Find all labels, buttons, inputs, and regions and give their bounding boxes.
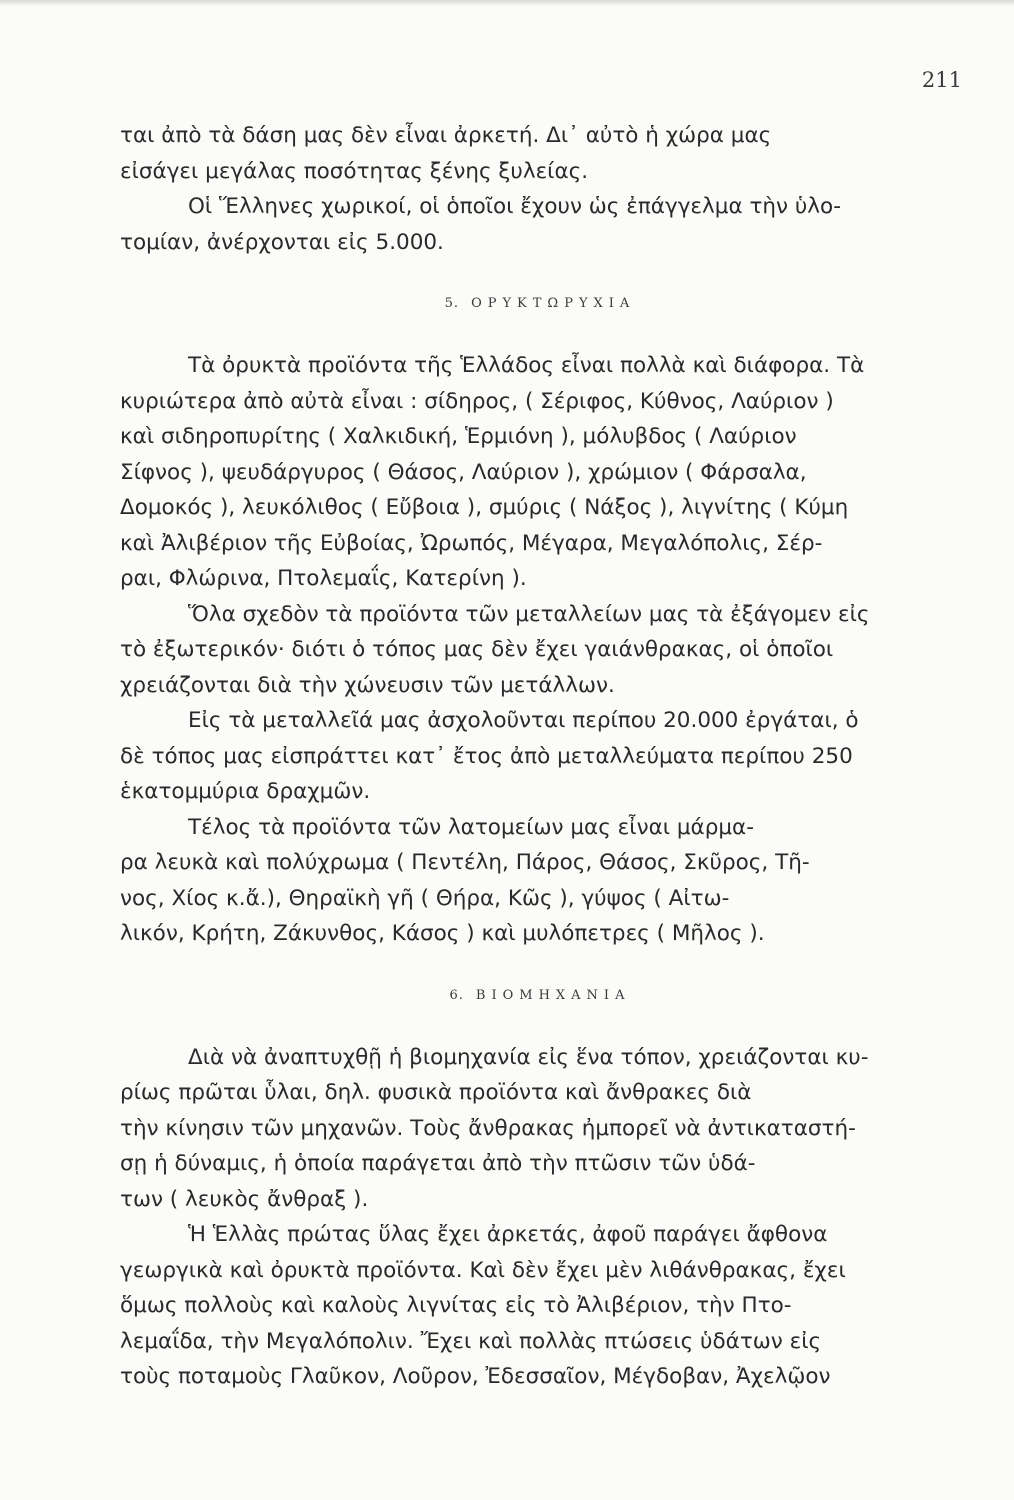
text-line: νος, Χίος κ.ἄ.), Θηραϊκὴ γῆ ( Θήρα, Κῶς ), γύψος ( Αἰτω- (120, 885, 730, 911)
text-line: τὸ ἐξωτερικόν· διότι ὁ τόπος μας δὲν ἔχει γαιάνθρακας, οἱ ὁποῖοι (120, 637, 834, 662)
text-line: λεμαΐδα, τὴν Μεγαλόπολιν. Ἔχει καὶ πολλὰς πτώσεις ὑδάτων εἰς (120, 1328, 822, 1354)
paragraph (120, 118, 960, 260)
text-line: εἰσάγει μεγάλας ποσότητας ξένης ξυλείας. (120, 158, 589, 184)
text-line: τοὺς ποταμοὺς Γλαῦκον, Λοῦρον, Ἐδεσσαῖον, Μέγδοβαν, Ἀχελῷον (120, 1364, 831, 1389)
text-line: ται ἀπὸ τὰ δάση μας δὲν εἶναι ἀρκετή. Δι᾽ αὐτὸ ἡ χώρα μας (120, 123, 772, 148)
text-line: Οἱ Ἕλληνες χωρικοί, οἱ ὁποῖοι ἔχουν ὡς ἐπάγγελμα τὴν ὑλο- (188, 194, 841, 219)
text-line: Σίφνος ), ψευδάργυρος ( Θάσος, Λαύριον ), χρώμιον ( Φάρσαλα, (120, 459, 807, 485)
text-line: δὲ τόπος μας εἰσπράττει κατ᾽ ἔτος ἀπὸ μεταλλεύματα περίπου 250 (120, 743, 853, 769)
text-line: καὶ σιδηροπυρίτης ( Χαλκιδική, Ἑρμιόνη ), μόλυβδος ( Λαύριον (120, 424, 797, 449)
text-line: ρα λευκὰ καὶ πολύχρωμα ( Πεντέλη, Πάρος, Θάσος, Σκῦρος, Τῆ- (120, 850, 810, 875)
paragraph (120, 703, 960, 810)
page-number: 211 (921, 68, 962, 92)
text-line: τὴν κίνησιν τῶν μηχανῶν. Τοὺς ἄνθρακας ἠμπορεῖ νὰ ἀντικαταστή- (120, 1115, 856, 1141)
text-line: Δομοκός ), λευκόλιθος ( Εὔβοια ), σμύρις ( Νάξος ), λιγνίτης ( Κύμη (120, 495, 849, 520)
paragraph (120, 1217, 960, 1395)
page-body (120, 118, 960, 1395)
text-line: κυριώτερα ἀπὸ αὐτὰ εἶναι : σίδηρος, ( Σέριφος, Κύθνος, Λαύριον ) (120, 388, 834, 414)
text-line: των ( λευκὸς ἄνθραξ ). (120, 1186, 369, 1212)
text-line: καὶ Ἀλιβέριον τῆς Εὐβοίας, Ὠρωπός, Μέγαρα, Μεγαλόπολις, Σέρ- (120, 530, 823, 556)
paragraph (120, 348, 960, 597)
section-heading (120, 260, 960, 348)
paragraph (120, 1040, 960, 1218)
text-line: ρίως πρῶται ὗλαι, δηλ. φυσικὰ προϊόντα καὶ ἄνθρακες διὰ (120, 1080, 752, 1105)
text-line: γεωργικὰ καὶ ὀρυκτὰ προϊόντα. Καὶ δὲν ἔχει μὲν λιθάνθρακας, ἔχει (120, 1257, 846, 1283)
text-line: λικόν, Κρήτη, Ζάκυνθος, Κάσος ) καὶ μυλόπετρες ( Μῆλος ). (120, 921, 765, 946)
text-line: Εἰς τὰ μεταλλεῖά μας ἀσχολοῦνται περίπου 20.000 ἐργάται, ὁ (188, 708, 859, 733)
text-line: Ὅλα σχεδὸν τὰ προϊόντα τῶν μεταλλείων μας τὰ ἐξάγομεν εἰς (188, 601, 870, 627)
text-line: σῃ ἡ δύναμις, ἡ ὁποία παράγεται ἀπὸ τὴν πτῶσιν τῶν ὑδά- (120, 1151, 756, 1176)
paragraph (120, 810, 960, 952)
text-line: Τὰ ὀρυκτὰ προϊόντα τῆς Ἑλλάδος εἶναι πολλὰ καὶ διάφορα. Τὰ (188, 353, 865, 378)
section-heading (120, 952, 960, 1040)
text-line: χρειάζονται διὰ τὴν χώνευσιν τῶν μετάλλων. (120, 672, 615, 698)
section-number: 5. (444, 296, 460, 311)
section-title: ΟΡΥΚΤΩΡΥΧΙΑ (471, 296, 636, 311)
paragraph (120, 597, 960, 704)
text-line: ραι, Φλώρινα, Πτολεμαΐς, Κατερίνη ). (120, 566, 527, 591)
section-title: ΒΙΟΜΗΧΑΝΙΑ (475, 987, 631, 1003)
text-line: ἑκατομμύρια δραχμῶν. (120, 779, 371, 804)
text-line: Τέλος τὰ προϊόντα τῶν λατομείων μας εἶναι μάρμα- (188, 814, 754, 840)
page-top-edge (0, 0, 1014, 6)
text-line: Ἡ Ἑλλὰς πρώτας ὕλας ἔχει ἀρκετάς, ἀφοῦ παράγει ἄφθονα (188, 1222, 828, 1247)
text-line: Διὰ νὰ ἀναπτυχθῇ ἡ βιομηχανία εἰς ἕνα τόπον, χρειάζονται κυ- (188, 1044, 869, 1070)
section-number: 6. (449, 987, 464, 1003)
text-line: τομίαν, ἀνέρχονται εἰς 5.000. (120, 229, 444, 255)
text-line: ὅμως πολλοὺς καὶ καλοὺς λιγνίτας εἰς τὸ Ἀλιβέριον, τὴν Πτο- (120, 1293, 792, 1318)
